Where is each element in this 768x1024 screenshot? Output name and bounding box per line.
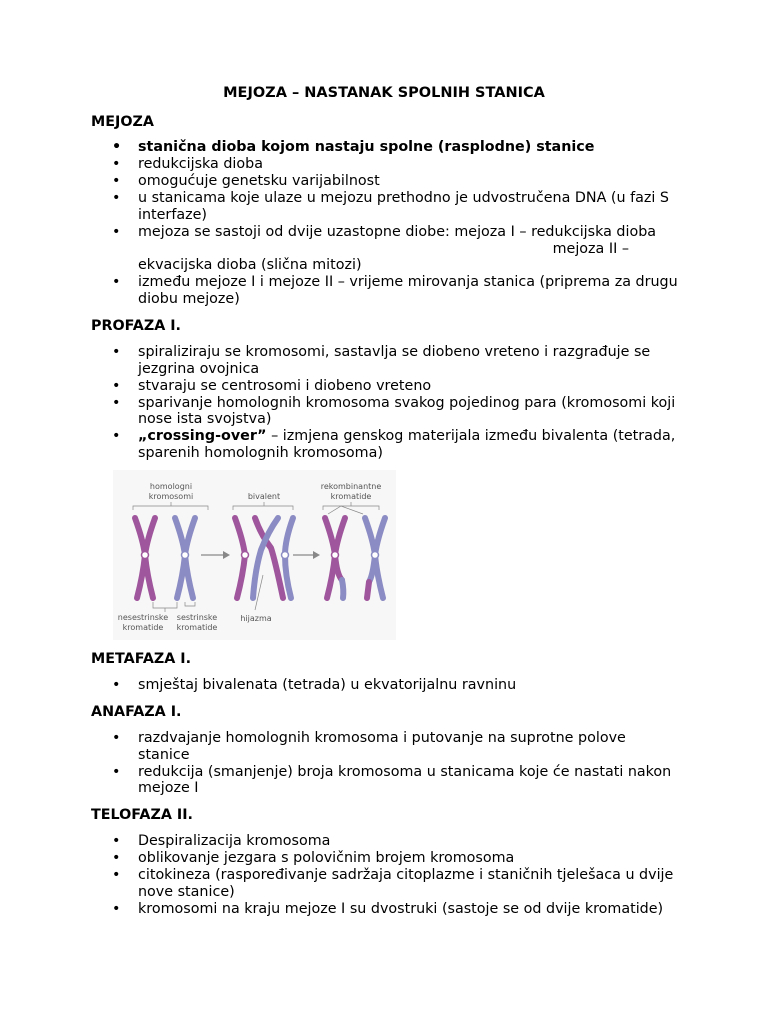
list-item: • redukcijska dioba xyxy=(91,156,681,173)
list-item: • redukcija (smanjenje) broja kromosoma u stanicama koje će nastati nakon mejoze I xyxy=(91,764,681,797)
crossing-over-figure xyxy=(113,470,396,640)
label-sestrinske-kromatide: kromatide xyxy=(176,623,218,632)
list-telofaza xyxy=(91,833,681,918)
list-item: • omogućuje genetsku varijabilnost xyxy=(91,173,681,190)
list-item xyxy=(91,428,681,461)
list-item: • smještaj bivalenata (tetrada) u ekvatorijalnu ravninu xyxy=(91,677,681,694)
list-item: • stanična dioba kojom nastaju spolne (rasplodne) stanice xyxy=(91,139,681,156)
heading-metafaza: METAFAZA I. xyxy=(91,651,192,667)
label-hijazma: hijazma xyxy=(240,614,272,623)
list-metafaza xyxy=(91,677,681,694)
list-item: • oblikovanje jezgara s polovičnim brojem kromosoma xyxy=(91,850,681,867)
heading-telofaza: TELOFAZA II. xyxy=(91,807,193,823)
label-nesestrinske: nesestrinske xyxy=(117,613,169,622)
centromere xyxy=(372,552,379,559)
label-nesestrinske-kromatide: kromatide xyxy=(122,623,164,632)
crossing-over-term: „crossing-over” xyxy=(138,428,267,445)
label-homologni: homologni xyxy=(149,482,193,491)
list-item: • stvaraju se centrosomi i diobeno vreteno xyxy=(91,378,681,395)
list-item: • u stanicama koje ulaze u mejozu prethodno je udvostručena DNA (u fazi S interfaze) xyxy=(91,190,681,223)
list-item-text: mejoza II – xyxy=(552,240,629,257)
list-mejoza xyxy=(91,139,681,308)
heading-profaza: PROFAZA I. xyxy=(91,318,181,334)
label-sestrinske: sestrinske xyxy=(176,613,218,622)
centromere xyxy=(282,552,289,559)
centromere xyxy=(242,552,249,559)
centromere xyxy=(142,552,149,559)
list-item: • sparivanje homolognih kromosoma svakog pojedinog para (kromosomi koji nose ista svojstva) xyxy=(91,395,681,428)
list-item xyxy=(91,224,681,274)
list-anafaza xyxy=(91,730,681,797)
list-item-text: mejoza se sastoji od dvije uzastopne diobe: mejoza I – redukcijska dioba xyxy=(138,223,657,240)
page-title: MEJOZA – NASTANAK SPOLNIH STANICA xyxy=(223,85,545,101)
heading-mejoza: MEJOZA xyxy=(91,114,154,130)
label-rekomb-kromatide: kromatide xyxy=(330,492,372,501)
list-profaza xyxy=(91,344,681,462)
list-item-text: – izmjena genskog materijala između bivalenta (tetrada, sparenih homolognih kromosoma) xyxy=(138,428,676,462)
label-bivalent: bivalent xyxy=(247,492,281,501)
list-item: • spiraliziraju se kromosomi, sastavlja se diobeno vreteno i razgrađuje se jezgrina ovojnica xyxy=(91,344,681,377)
centromere xyxy=(182,552,189,559)
label-rekombinantne: rekombinantne xyxy=(320,482,382,491)
heading-anafaza: ANAFAZA I. xyxy=(91,704,182,720)
list-item: • razdvajanje homolognih kromosoma i putovanje na suprotne polove stanice xyxy=(91,730,681,763)
list-item-text: ekvacijska dioba (slična mitozi) xyxy=(138,257,362,274)
list-item: • Despiralizacija kromosoma xyxy=(91,833,681,850)
label-kromosomi: kromosomi xyxy=(148,492,194,501)
list-item: • kromosomi na kraju mejoze I su dvostruki (sastoje se od dvije kromatide) xyxy=(91,901,681,918)
list-item: • između mejoze I i mejoze II – vrijeme mirovanja stanica (priprema za drugu diobu mejoze) xyxy=(91,274,681,307)
list-item: • citokineza (raspoređivanje sadržaja citoplazme i staničnih tjelešaca u dvije nove stanice) xyxy=(91,867,681,900)
centromere xyxy=(332,552,339,559)
